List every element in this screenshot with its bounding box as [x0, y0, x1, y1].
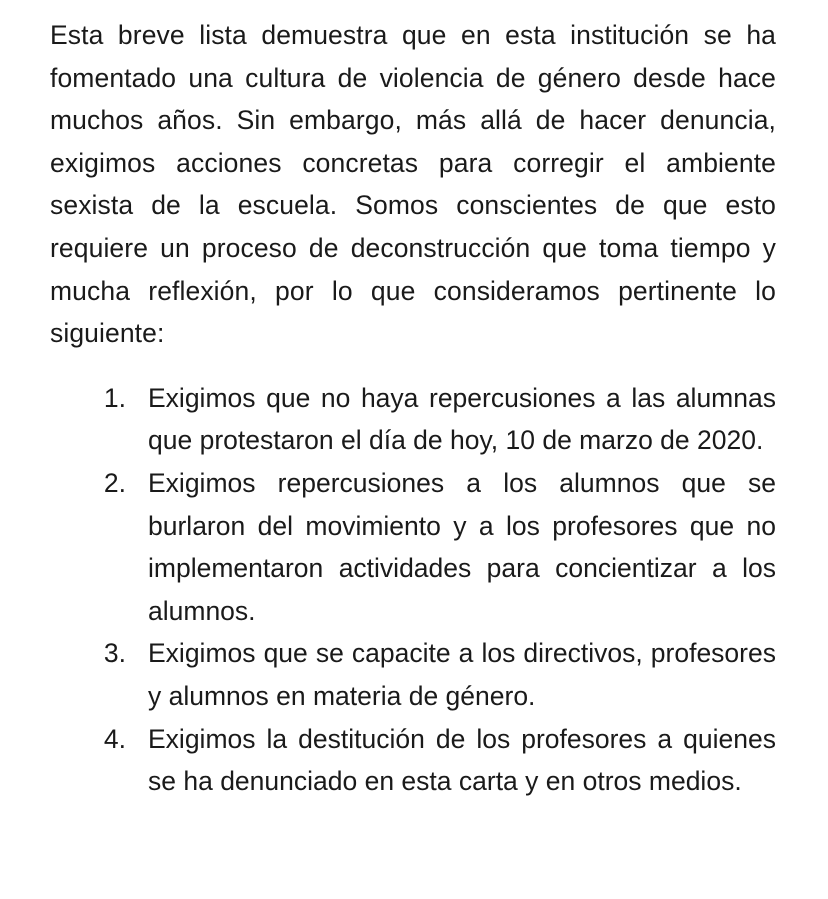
- list-item: [50, 632, 776, 717]
- intro-paragraph: Esta breve lista demuestra que en esta institución se ha fomentado una cultura de violencia de género desde hace muchos años. Sin embargo, más allá de hacer denuncia, exigimos acciones concretas para corregir el ambiente sexista de la escuela. Somos conscientes de que esto requiere un proceso de deconstrucción que toma tiempo y mucha reflexión, por lo que consideramos pertinente lo siguiente:: [50, 20, 776, 349]
- list-item-number: 3.: [103, 638, 126, 669]
- list-item: [50, 462, 776, 632]
- list-item: [50, 377, 776, 462]
- list-item-text: Exigimos repercusiones a los alumnos que se burlaron del movimiento y a los profesores que no implementaron actividades para concientizar a los alumnos.: [148, 467, 776, 626]
- list-item: [50, 718, 776, 803]
- list-item-text: Exigimos que se capacite a los directivos, profesores y alumnos en materia de género.: [148, 638, 776, 711]
- list-item-text: Exigimos que no haya repercusiones a las alumnas que protestaron el día de hoy, 10 de marzo de 2020.: [148, 382, 776, 456]
- list-item-text: Exigimos la destitución de los profesores a quienes se ha denunciado en esta carta y en otros medios.: [148, 723, 776, 797]
- list-item-number: 2.: [103, 467, 126, 498]
- list-item-number: 1.: [103, 382, 126, 413]
- list-item-number: 4.: [103, 723, 126, 754]
- demands-list: [50, 377, 776, 803]
